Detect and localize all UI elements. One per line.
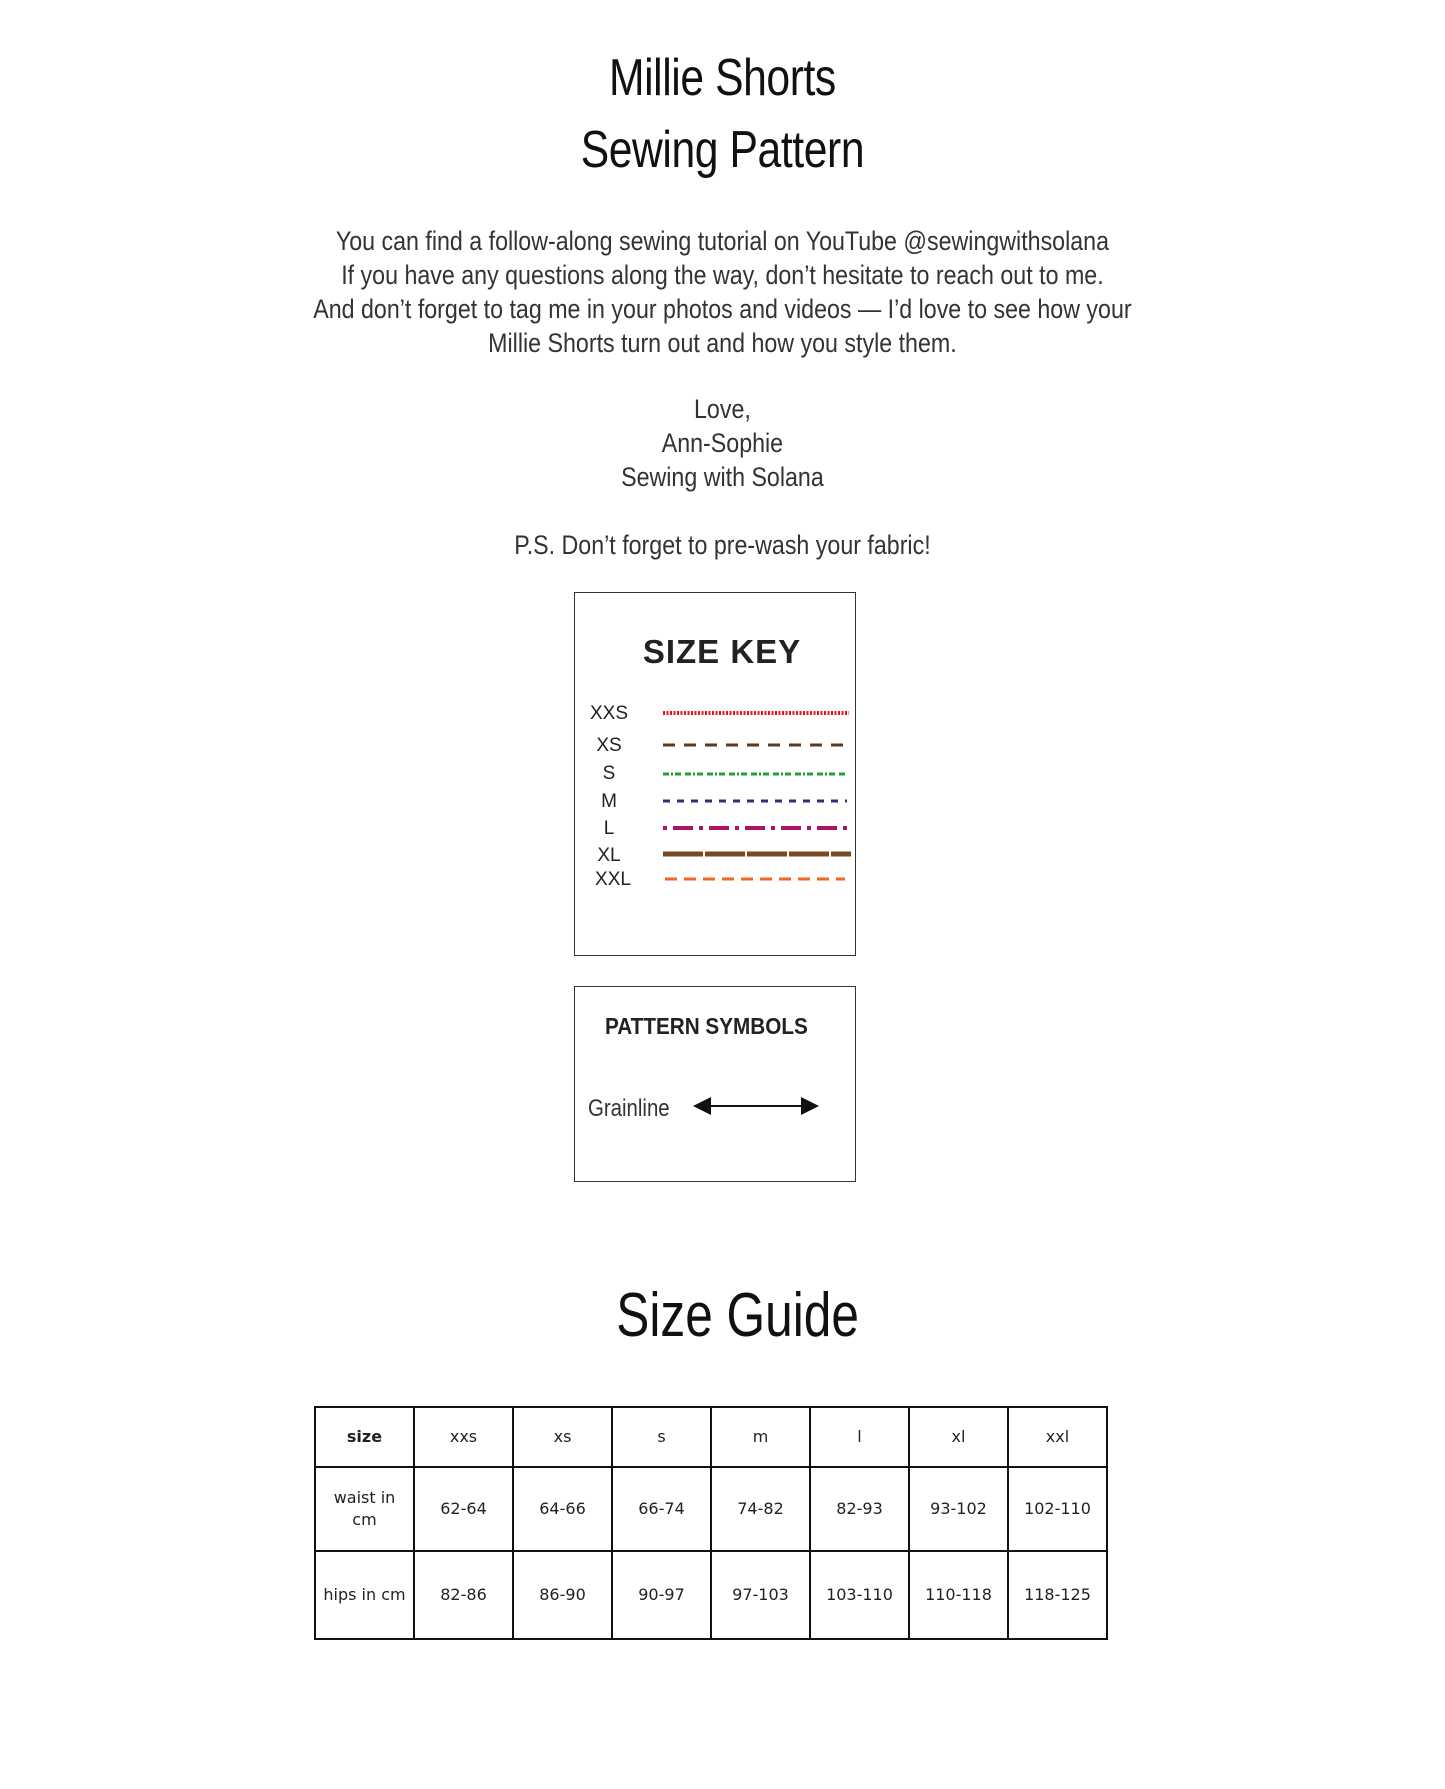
pattern-title-line1: Millie Shorts [608, 49, 836, 107]
table-cell: 90-97 [612, 1551, 711, 1639]
table-cell: 86-90 [513, 1551, 612, 1639]
table-cell: 82-86 [414, 1551, 513, 1639]
table-cell: 66-74 [612, 1467, 711, 1551]
table-cell: 118-125 [1008, 1551, 1107, 1639]
table-header-cell: xl [909, 1407, 1008, 1467]
intro-line: Millie Shorts turn out and how you style them. [488, 328, 957, 358]
size-guide-table [314, 1406, 1108, 1640]
size-key-lines [575, 593, 857, 957]
intro-line: If you have any questions along the way, don’t hesitate to reach out to me. [341, 260, 1104, 290]
signoff [101, 392, 1344, 494]
size-key-label: XL [597, 845, 621, 866]
table-header-row [315, 1407, 1107, 1467]
table-row [315, 1551, 1107, 1639]
table-header-cell: xxl [1008, 1407, 1107, 1467]
size-key-label: XXS [589, 703, 629, 724]
size-key-box [574, 592, 856, 956]
table-header-cell: size [315, 1407, 414, 1467]
table-header-cell: m [711, 1407, 810, 1467]
table-cell: 97-103 [711, 1551, 810, 1639]
size-key-label: L [603, 818, 615, 839]
intro-line: And don’t forget to tag me in your photos and videos — I’d love to see how your [313, 294, 1132, 324]
intro-line: You can find a follow-along sewing tutorial on YouTube @sewingwithsolana [335, 226, 1110, 256]
table-cell: 62-64 [414, 1467, 513, 1551]
table-cell: 102-110 [1008, 1467, 1107, 1551]
table-cell: 82-93 [810, 1467, 909, 1551]
postscript: P.S. Don’t forget to pre-wash your fabric! [514, 530, 931, 560]
pattern-symbols-box [574, 986, 856, 1182]
signoff-greeting: Love, [694, 394, 751, 424]
size-key-label: S [602, 763, 616, 784]
table-row-label: waist in cm [315, 1467, 414, 1551]
grainline-arrow-icon [693, 1093, 821, 1119]
size-guide-title: Size Guide [616, 1281, 859, 1350]
signoff-brand: Sewing with Solana [621, 462, 824, 492]
table-cell: 103-110 [810, 1551, 909, 1639]
signoff-author: Ann-Sophie [661, 428, 784, 458]
size-key-title: SIZE KEY [642, 633, 802, 670]
table-header-cell: s [612, 1407, 711, 1467]
table-row [315, 1467, 1107, 1551]
table-cell: 74-82 [711, 1467, 810, 1551]
intro-paragraph [101, 224, 1344, 360]
size-key-label: XS [596, 735, 622, 756]
table-header-cell: l [810, 1407, 909, 1467]
table-cell: 64-66 [513, 1467, 612, 1551]
table-row-label: hips in cm [315, 1551, 414, 1639]
size-key-label: M [601, 791, 617, 812]
pattern-symbols-title: PATTERN SYMBOLS [605, 1013, 808, 1039]
pattern-title-line2: Sewing Pattern [580, 121, 865, 179]
table-header-cell: xs [513, 1407, 612, 1467]
size-key-label: XXL [595, 869, 631, 890]
table-cell: 93-102 [909, 1467, 1008, 1551]
table-cell: 110-118 [909, 1551, 1008, 1639]
table-header-cell: xxs [414, 1407, 513, 1467]
grainline-label: Grainline [588, 1095, 670, 1122]
